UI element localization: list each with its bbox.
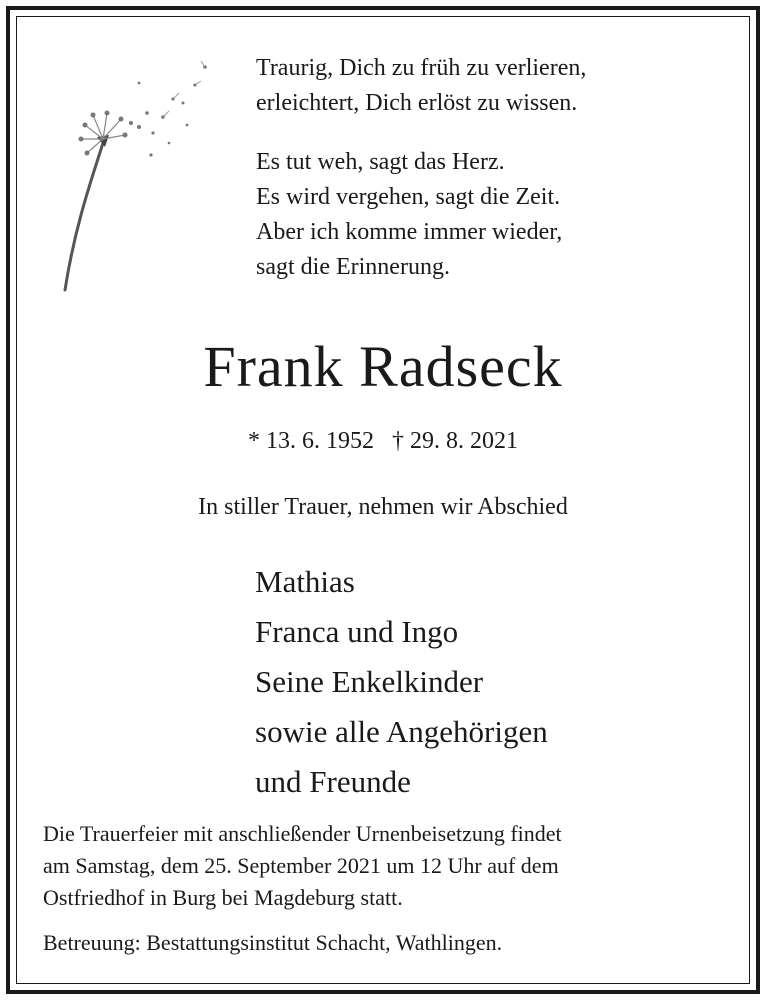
poem-line: erleichtert, Dich erlöst zu wissen. (256, 90, 578, 116)
farewell-intro: In stiller Trauer, nehmen wir Abschied (198, 494, 568, 520)
life-dates: * 13. 6. 1952 † 29. 8. 2021 (248, 428, 518, 454)
service-info (43, 818, 724, 914)
mourner: sowie alle Angehörigen (255, 714, 548, 749)
mourner: und Freunde (255, 764, 411, 799)
service-line: Ostfriedhof in Burg bei Magdeburg statt. (43, 885, 403, 910)
dandelion-icon (55, 55, 225, 300)
poem-line: Es wird vergehen, sagt die Zeit. (256, 184, 561, 210)
poem-line: Es tut weh, sagt das Herz. (256, 149, 505, 175)
poem-stanza-2 (256, 145, 562, 285)
service-line: Die Trauerfeier mit anschließender Urnenbeisetzung findet (43, 821, 562, 846)
poem-line: sagt die Erinnerung. (256, 254, 450, 280)
poem-line: Traurig, Dich zu früh zu verlieren, (256, 55, 587, 81)
funeral-home: Betreuung: Bestattungsinstitut Schacht, Wathlingen. (43, 930, 503, 955)
deceased-name: Frank Radseck (203, 334, 563, 399)
mourner: Mathias (255, 564, 355, 599)
poem-line: Aber ich komme immer wieder, (256, 219, 563, 245)
service-line: am Samstag, dem 25. September 2021 um 12 Uhr auf dem (43, 853, 559, 878)
mourner: Seine Enkelkinder (255, 664, 484, 699)
mourner: Franca und Ingo (255, 614, 459, 649)
poem-stanza-1 (256, 51, 586, 121)
mourners-list (255, 557, 548, 807)
